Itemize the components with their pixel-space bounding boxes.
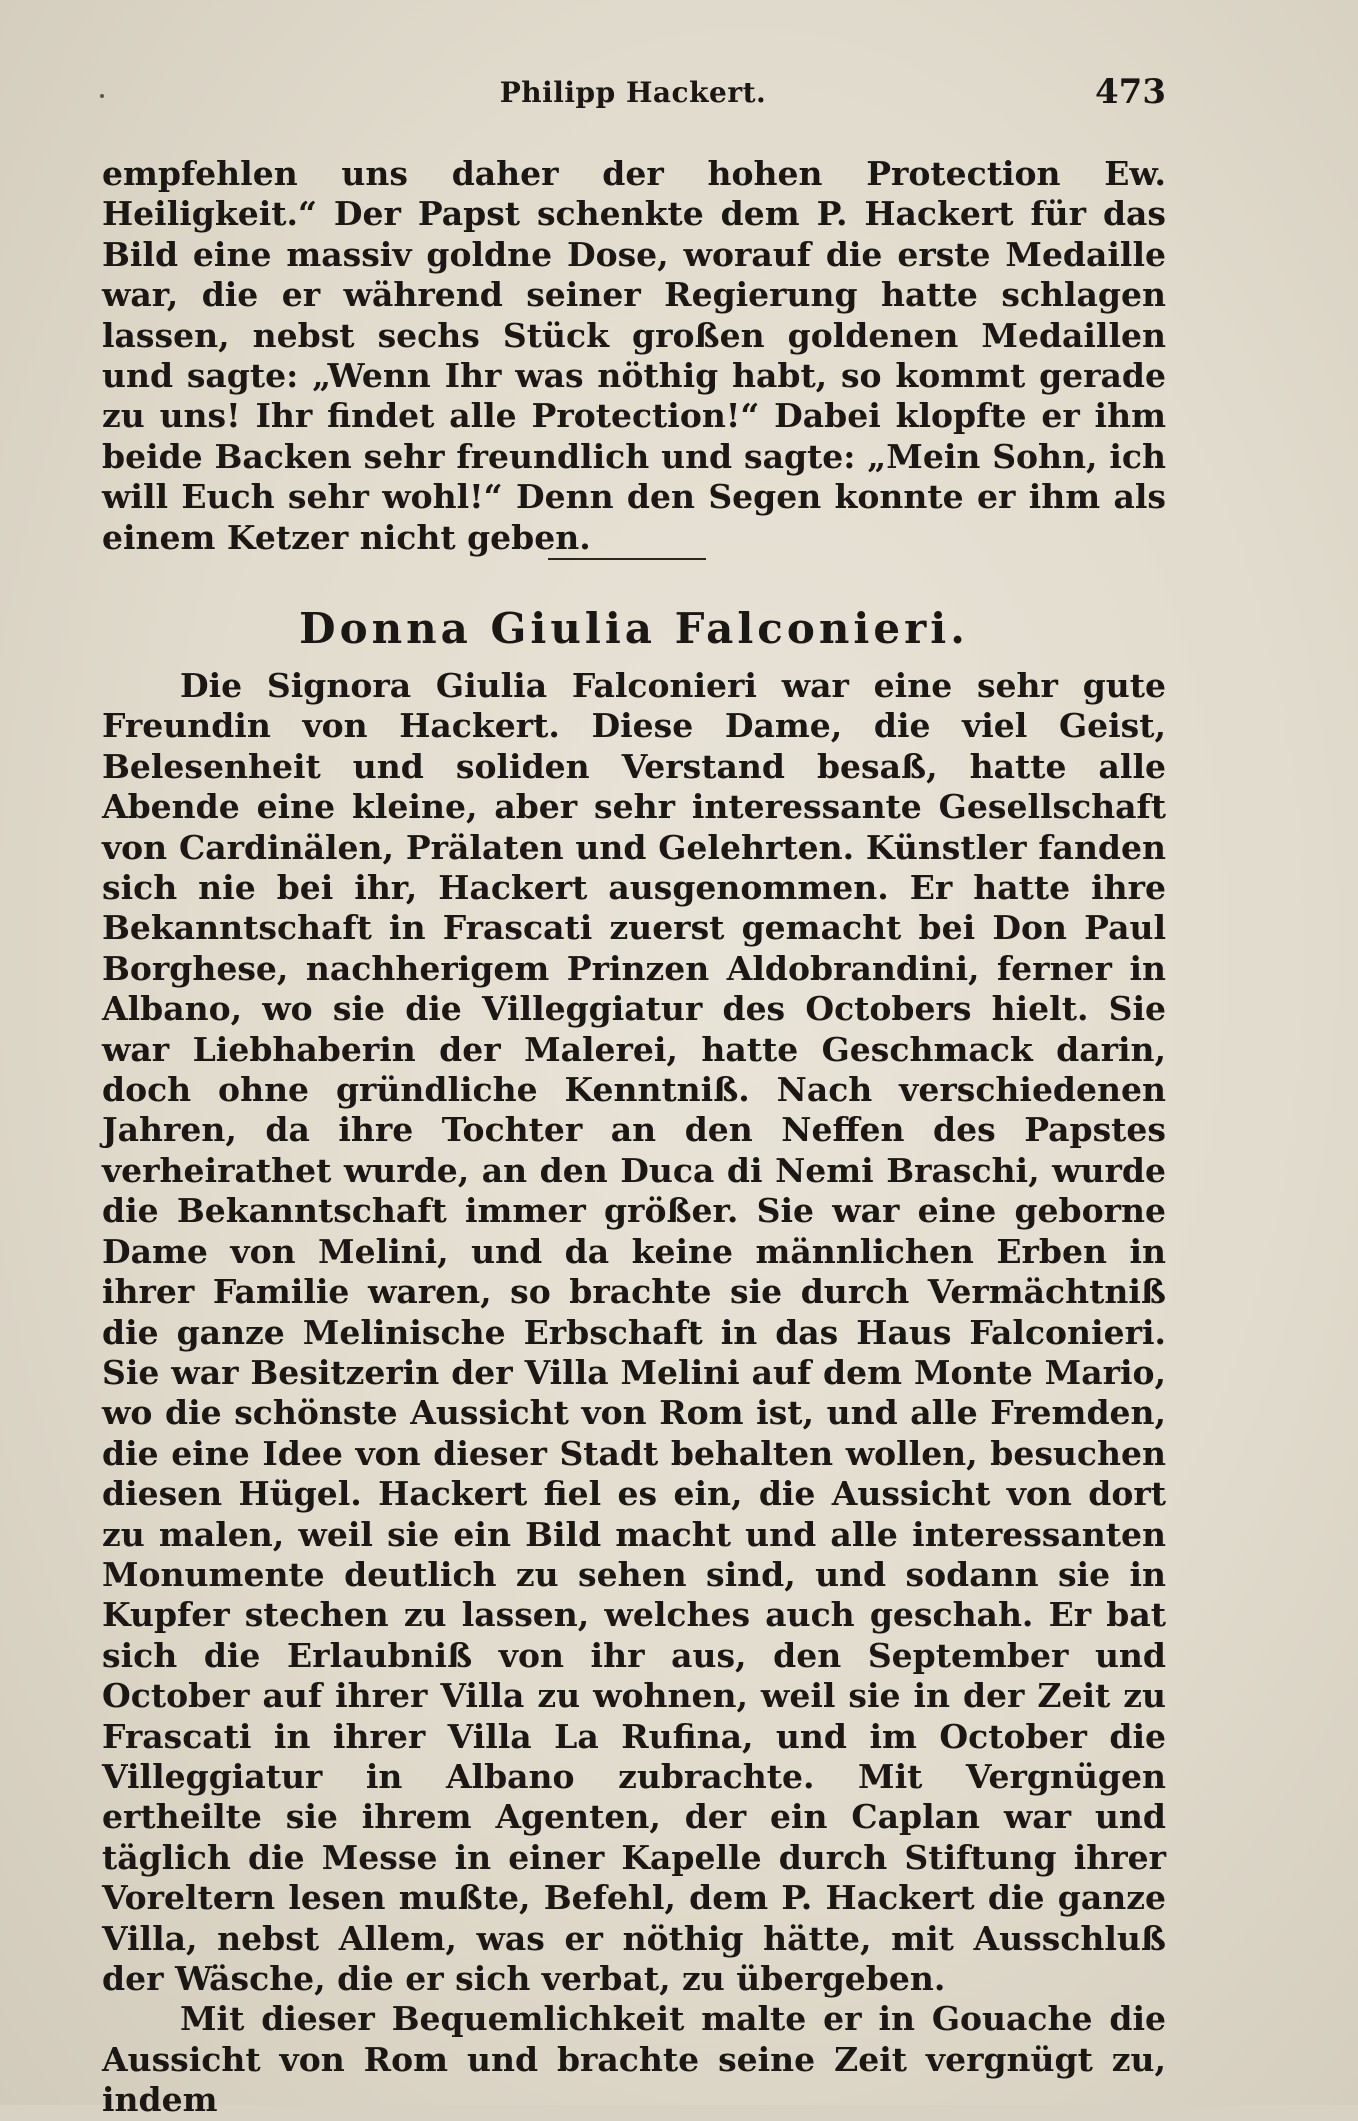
page-number: 473	[1095, 72, 1166, 112]
section-paragraph-2: Mit dieser Bequemlichkeit malte er in Gouache die Aussicht von Rom und brachte seine Zeit vergnügt zu, indem	[102, 1999, 1166, 2120]
section-divider	[548, 558, 706, 560]
continued-paragraph-block	[102, 154, 1166, 558]
continued-paragraph: empfehlen uns daher der hohen Protection Ew. Heiligkeit.“ Der Papst schenkte dem P. Hackert für das Bild eine massiv goldne Dose, worauf die erste Medaille war, die er während seiner Regierung hatte schlagen lassen, nebst sechs Stück großen goldenen Medaillen und sagte: „Wenn Ihr was nöthig habt, so kommt gerade zu uns! Ihr findet alle Protection!“ Dabei klopfte er ihm beide Backen sehr freundlich und sagte: „Mein Sohn, ich will Euch sehr wohl!“ Denn den Segen konnte er ihm als einem Ketzer nicht geben.	[102, 154, 1166, 557]
section-heading: Donna Giulia Falconieri.	[299, 604, 969, 653]
page-header	[100, 72, 1166, 122]
running-title: Philipp Hackert.	[499, 76, 767, 109]
section-body	[102, 666, 1166, 2121]
section-paragraph-1: Die Signora Giulia Falconieri war eine sehr gute Freundin von Hackert. Diese Dame, die viel Geist, Belesenheit und soliden Verstand besaß, hatte alle Abende eine kleine, aber sehr interessante Gesellschaft von Cardinälen, Prälaten und Gelehrten. Künstler fanden sich nie bei ihr, Hackert ausgenommen. Er hatte ihre Bekanntschaft in Frascati zuerst gemacht bei Don Paul Borghese, nachherigem Prinzen Aldobrandini, ferner in Albano, wo sie die Villeggiatur des Octobers hielt. Sie war Liebhaberin der Malerei, hatte Geschmack darin, doch ohne gründliche Kenntniß. Nach verschiedenen Jahren, da ihre Tochter an den Neffen des Papstes verheirathet wurde, an den Duca di Nemi Braschi, wurde die Bekanntschaft immer größer. Sie war eine geborne Dame von Melini, und da keine männlichen Erben in ihrer Familie waren, so brachte sie durch Vermächtniß die ganze Melinische Erbschaft in das Haus Falconieri. Sie war Besitzerin der Villa Melini auf dem Monte Mario, wo die schönste Aussicht von Rom ist, und alle Fremden, die eine Idee von dieser Stadt behalten wollen, besuchen diesen Hügel. Hackert fiel es ein, die Aussicht von dort zu malen, weil sie ein Bild macht und alle interessanten Monumente deutlich zu sehen sind, und sodann sie in Kupfer stechen zu lassen, welches auch geschah. Er bat sich die Erlaubniß von ihr aus, den September und October auf ihrer Villa zu wohnen, weil sie in der Zeit zu Frascati in ihrer Villa La Rufina, und im October die Villeggiatur in Albano zubrachte. Mit Vergnügen ertheilte sie ihrem Agenten, der ein Caplan war und täglich die Messe in einer Kapelle durch Stiftung ihrer Voreltern lesen mußte, Befehl, dem P. Hackert die ganze Villa, nebst Allem, was er nöthig hätte, mit Ausschluß der Wäsche, die er sich verbat, zu übergeben.	[102, 666, 1166, 1998]
